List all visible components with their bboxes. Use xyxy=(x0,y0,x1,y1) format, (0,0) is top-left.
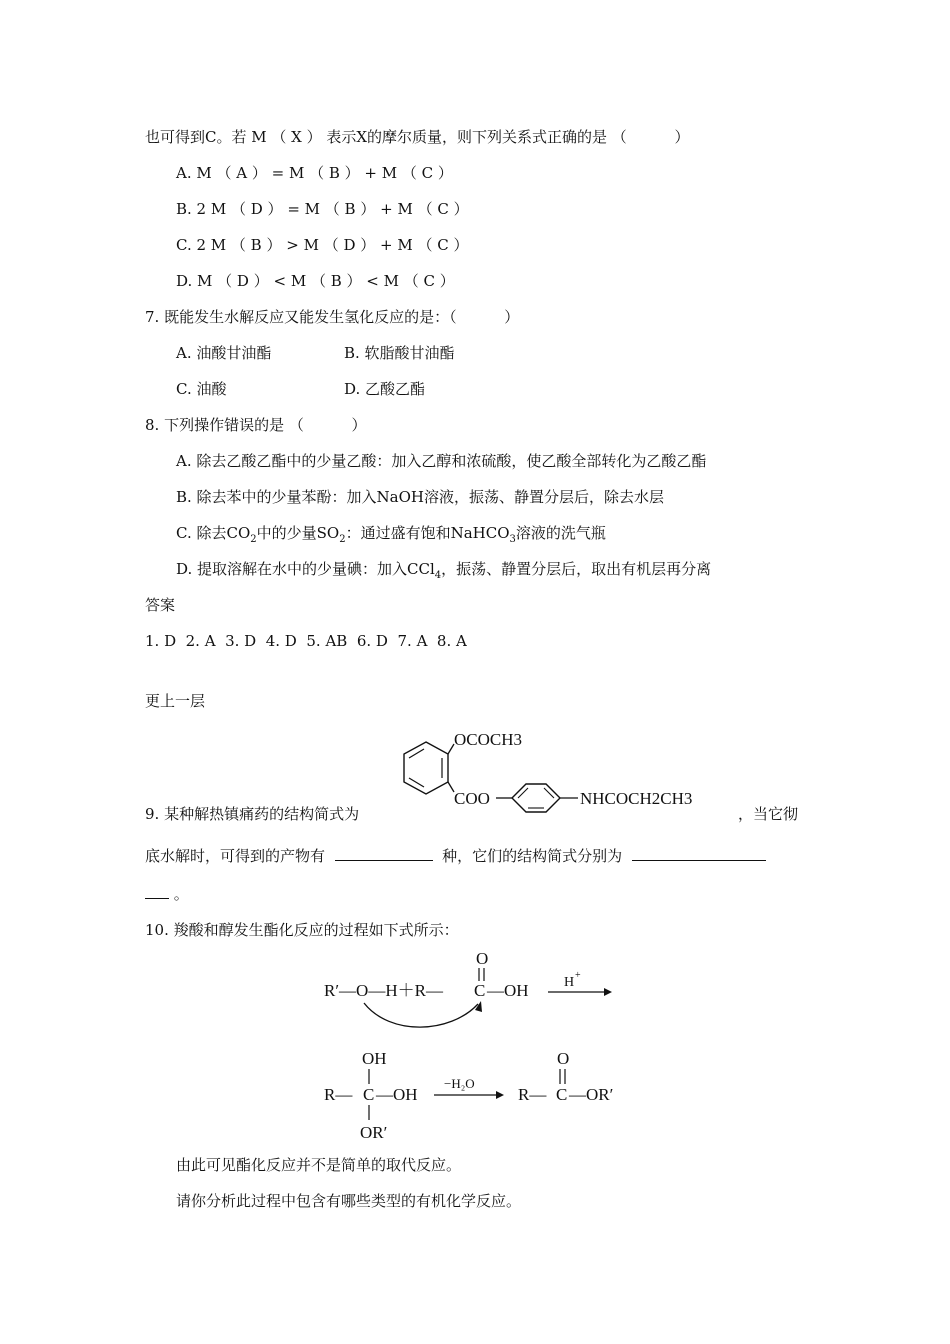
q6-stem-tail: 也可得到C。若 M （ X ） 表示X的摩尔质量，则下列关系式正确的是 （ ） xyxy=(145,128,690,146)
q8-d-post: ，振荡、静置分层后，取出有机层再分离 xyxy=(441,560,712,578)
q8-d-sub: 4 xyxy=(434,570,442,581)
q9-blank-structures[interactable] xyxy=(632,846,766,861)
drug-structure-diagram xyxy=(396,724,736,824)
step2-minus-water: −H₂O xyxy=(444,1076,475,1091)
q7-stem: 7. 既能发生水解反应又能发生氢化反应的是：（ ） xyxy=(145,308,520,326)
q10-stem: 10. 羧酸和醇发生酯化反应的过程如下式所示： xyxy=(145,921,459,939)
q9-line2-mid: 种，它们的结构简式分别为 xyxy=(442,847,623,865)
step2-product-r: R— xyxy=(518,1085,547,1104)
step1-r-o-h: R′—O—H＋R— xyxy=(324,981,443,1000)
q9-line3-end: 。 xyxy=(173,885,189,903)
q8-c-mid: 中的少量SO xyxy=(256,524,340,542)
q9-line2 xyxy=(145,846,766,866)
q8-option-d xyxy=(176,559,711,579)
esterification-step1-diagram xyxy=(320,948,620,1030)
q8-option-c xyxy=(176,523,606,543)
step1-oh: —OH xyxy=(487,981,529,1000)
q6-option-b: B. 2 M （ D ） = M （ B ） + M （ C ） xyxy=(176,200,469,218)
step2-r: R— xyxy=(324,1085,353,1104)
q9-blank-count[interactable] xyxy=(335,846,433,861)
q8-stem: 8. 下列操作错误的是 （ ） xyxy=(145,416,367,434)
step2-top-oh: OH xyxy=(362,1049,387,1068)
step1-carbonyl-o: O xyxy=(476,949,489,968)
answers-line: 1. D 2. A 3. D 4. D 5. AB 6. D 7. A 8. A xyxy=(145,632,467,650)
q8-c-post: ：通过盛有饱和NaHCO xyxy=(345,524,510,542)
q10-note-1: 由此可见酯化反应并不是简单的取代反应。 xyxy=(176,1156,462,1174)
step2-or: OR′ xyxy=(360,1123,388,1142)
ester-label: COO xyxy=(454,789,490,808)
step2-carbon: C xyxy=(363,1085,375,1104)
q8-c-sub2: 2 xyxy=(339,534,346,545)
q7-option-d: D. 乙酸乙酯 xyxy=(344,380,426,398)
step1-catalyst-plus: + xyxy=(575,970,581,981)
step2-product-or: —OR′ xyxy=(569,1085,614,1104)
step2-product-carbon: C xyxy=(556,1085,568,1104)
q6-option-a: A. M （ A ） = M （ B ） + M （ C ） xyxy=(176,164,453,182)
q8-d-pre: D. 提取溶解在水中的少量碘：加入CCl xyxy=(176,560,435,578)
q9-stem-after: ，当它彻 xyxy=(738,805,799,823)
q6-option-d: D. M （ D ） < M （ B ） < M （ C ） xyxy=(176,272,455,290)
q9-stem: 9. 某种解热镇痛药的结构简式为 xyxy=(145,805,360,823)
step1-carbon: C xyxy=(474,981,486,1000)
q8-c-pre: C. 除去CO xyxy=(176,524,251,542)
q10-note-2: 请你分析此过程中包含有哪些类型的有机化学反应。 xyxy=(176,1192,522,1210)
q7-option-a: A. 油酸甘油酯 xyxy=(176,344,272,362)
top-group-label: OCOCH3 xyxy=(454,730,523,749)
step2-product-o: O xyxy=(557,1049,570,1068)
q8-option-b: B. 除去苯中的少量苯酚：加入NaOH溶液，振荡、静置分层后，除去水层 xyxy=(176,488,665,506)
q8-option-a: A. 除去乙酸乙酯中的少量乙酸：加入乙醇和浓硫酸，使乙酸全部转化为乙酸乙酯 xyxy=(176,452,707,470)
esterification-step2-diagram xyxy=(320,1044,640,1144)
q9-line3 xyxy=(145,884,189,904)
q7-option-b: B. 软脂酸甘油酯 xyxy=(344,344,455,362)
amide-label: NHCOCH2CH3 xyxy=(580,789,693,808)
step2-oh: —OH xyxy=(376,1085,418,1104)
advanced-heading: 更上一层 xyxy=(145,692,206,710)
q8-c-end: 溶液的洗气瓶 xyxy=(515,524,606,542)
step1-catalyst-h: H xyxy=(564,975,575,990)
answers-heading: 答案 xyxy=(145,596,176,614)
q8-c-sub1: 2 xyxy=(250,534,257,545)
q7-option-c: C. 油酸 xyxy=(176,380,227,398)
q9-blank-structures-cont[interactable] xyxy=(145,884,169,899)
q6-option-c: C. 2 M （ B ） > M （ D ） + M （ C ） xyxy=(176,236,469,254)
q8-c-sub3: 3 xyxy=(509,534,516,545)
q9-line2-pre: 底水解时，可得到的产物有 xyxy=(145,847,326,865)
